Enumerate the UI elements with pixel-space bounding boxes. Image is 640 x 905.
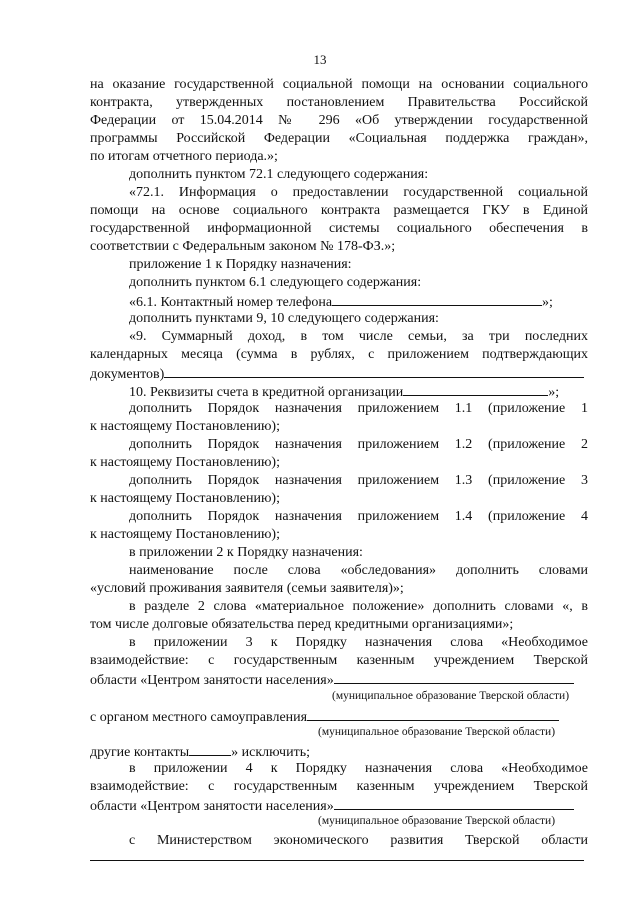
text-line: том числе долговые обязательства перед кредитными организациями»; bbox=[90, 617, 514, 632]
text-line: 10. Реквизиты счета в кредитной организации »; bbox=[129, 385, 560, 400]
text-line: дополнить пунктом 72.1 следующего содержания: bbox=[129, 167, 429, 182]
text-line: взаимодействие: с государственным казенным учреждением Тверской bbox=[90, 779, 588, 794]
text-line: с Министерством экономического развития Тверской области bbox=[129, 833, 588, 848]
blank-field bbox=[334, 797, 574, 810]
text-line: «условий проживания заявителя (семьи заявителя)»; bbox=[90, 581, 404, 596]
text-line: помощи на основе социального контракта размещается ГКУ в Единой bbox=[90, 203, 588, 218]
text-line: приложение 1 к Порядку назначения: bbox=[129, 257, 352, 272]
blank-line bbox=[90, 860, 584, 861]
text-line: наименование после слова «обследования» дополнить словами bbox=[129, 563, 588, 578]
text-line: с органом местного самоуправления bbox=[90, 708, 588, 726]
blank-field bbox=[164, 365, 584, 378]
text-line: к настоящему Постановлению); bbox=[90, 491, 280, 506]
text-line: программы Российской Федерации «Социальная поддержка граждан», bbox=[90, 131, 588, 146]
field-caption: (муниципальное образование Тверской области) bbox=[318, 815, 556, 827]
text-line: «72.1. Информация о предоставлении государственной социальной bbox=[129, 185, 588, 200]
text-line: «6.1. Контактный номер телефона »; bbox=[129, 295, 553, 310]
blank-field bbox=[189, 743, 231, 756]
text-line: дополнить пунктами 9, 10 следующего содержания: bbox=[129, 311, 439, 326]
text-line: дополнить Порядок назначения приложением 1.2 (приложение 2 bbox=[129, 437, 588, 452]
text-line: дополнить Порядок назначения приложением 1.4 (приложение 4 bbox=[129, 509, 588, 524]
text-line: на оказание государственной социальной помощи на основании социального bbox=[90, 77, 588, 92]
text-line: к настоящему Постановлению); bbox=[90, 455, 280, 470]
text-line: соответствии с Федеральным законом № 178-ФЗ.»; bbox=[90, 239, 396, 254]
text-line: государственной информационной системы социального обеспечения в bbox=[90, 221, 588, 236]
text-line: в приложении 2 к Порядку назначения: bbox=[129, 545, 363, 560]
blank-field bbox=[307, 708, 559, 721]
text-line: дополнить пунктом 6.1 следующего содержания: bbox=[129, 275, 422, 290]
text-line: календарных месяца (сумма в рублях, с приложением подтверждающих bbox=[90, 347, 588, 362]
text-line: другие контакты » исключить; bbox=[90, 745, 310, 760]
text-line: «9. Суммарный доход, в том числе семьи, за три последних bbox=[129, 329, 588, 344]
blank-field bbox=[332, 293, 542, 306]
field-caption: (муниципальное образование Тверской области) bbox=[318, 726, 556, 738]
text-line: к настоящему Постановлению); bbox=[90, 419, 280, 434]
text-line: взаимодействие: с государственным казенным учреждением Тверской bbox=[90, 653, 588, 668]
text-line: контракта, утвержденных постановлением Правительства Российской bbox=[90, 95, 588, 110]
text-line: к настоящему Постановлению); bbox=[90, 527, 280, 542]
text-line: дополнить Порядок назначения приложением 1.1 (приложение 1 bbox=[129, 401, 588, 416]
text-line: в приложении 3 к Порядку назначения слова «Необходимое bbox=[129, 635, 588, 650]
text-line: области «Центром занятости населения» bbox=[90, 671, 588, 689]
blank-field bbox=[403, 383, 548, 396]
text-line: Федерации от 15.04.2014 № 296 «Об утверждении государственной bbox=[90, 113, 588, 128]
text-line: в приложении 4 к Порядку назначения слова «Необходимое bbox=[129, 761, 588, 776]
text-line: дополнить Порядок назначения приложением 1.3 (приложение 3 bbox=[129, 473, 588, 488]
text-line: области «Центром занятости населения» bbox=[90, 797, 588, 815]
field-caption: (муниципальное образование Тверской области) bbox=[332, 690, 570, 702]
blank-field bbox=[334, 671, 574, 684]
text-line: в разделе 2 слова «материальное положение» дополнить словами «, в bbox=[129, 599, 588, 614]
page-number: 13 bbox=[313, 52, 327, 67]
text-line: документов) bbox=[90, 365, 588, 383]
text-line: по итогам отчетного периода.»; bbox=[90, 149, 278, 164]
